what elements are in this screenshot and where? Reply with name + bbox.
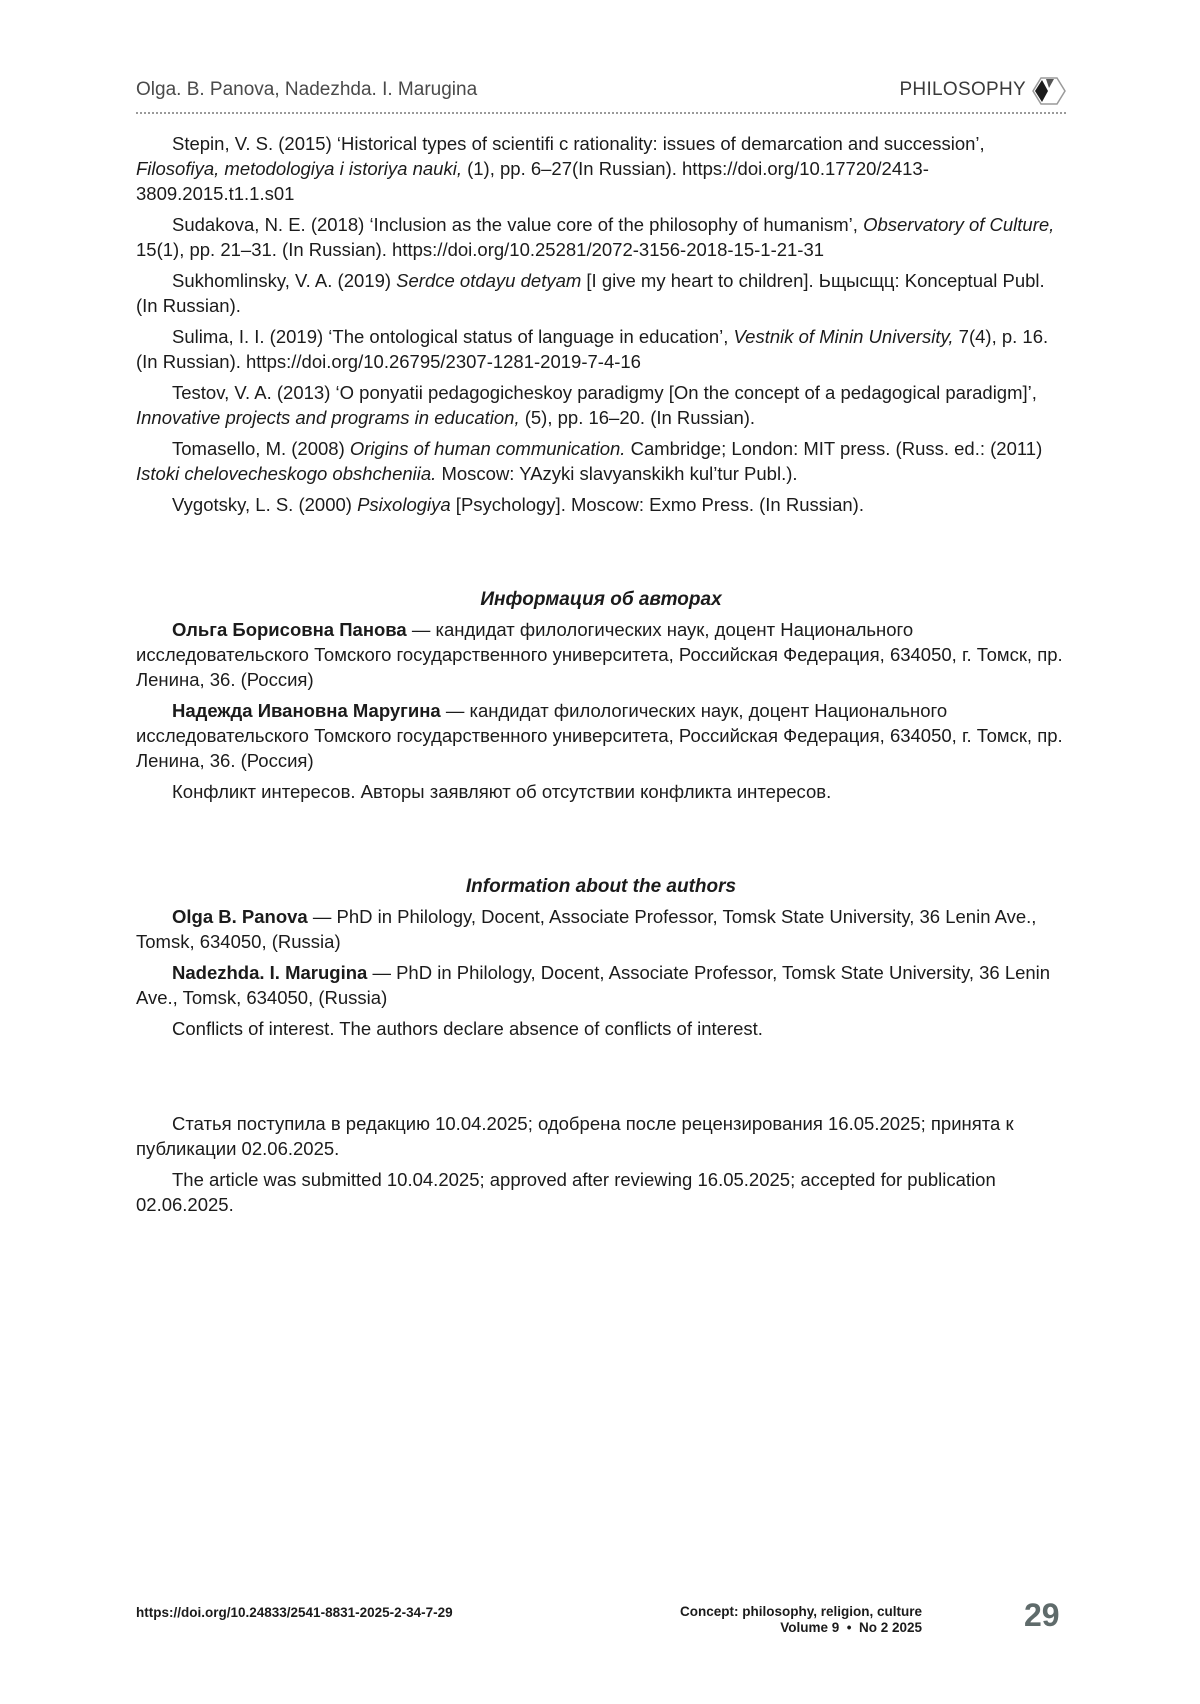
ru-author-1: Ольга Борисовна Панова — кандидат филологических наук, доцент Национального исследовательского Томского государственного университета, Российская Федерация, 634050, г. Томск, пр. Ленина, 36. (Россия) <box>136 619 1063 690</box>
main-content <box>136 131 1066 1223</box>
header-authors: Olga. B. Panova, Nadezhda. I. Marugina <box>136 79 478 100</box>
page-number: 29 <box>1024 1597 1060 1633</box>
reference-entry: Tomasello, M. (2008) Origins of human communication. Cambridge; London: MIT press. (Russ. ed.: (2011) Istoki chelovecheskogo obshcheniia. Moscow: YAzyki slavyanskikh kul’tur Publ.). <box>136 438 1043 484</box>
dates-en: The article was submitted 10.04.2025; approved after reviewing 16.05.2025; accepted for publication 02.06.2025. <box>136 1169 996 1215</box>
hexagon-logo-icon <box>1032 76 1066 106</box>
footer-journal <box>620 1604 922 1636</box>
en-author-info <box>136 874 1066 1041</box>
reference-entry: Sudakova, N. E. (2018) ‘Inclusion as the value core of the philosophy of humanism’, Observatory of Culture, 15(1), pp. 21–31. (In Russian). https://doi.org/10.25281/2072-3156-2018-15-1-21-31 <box>136 214 1055 260</box>
reference-entry: Sukhomlinsky, V. A. (2019) Serdce otdayu detyam [I give my heart to children]. Ьщысщц: Konceptual Publ. (In Russian). <box>136 270 1045 316</box>
reference-entry: Testov, V. A. (2013) ‘O ponyatii pedagogicheskoy paradigmy [On the concept of a pedagogical paradigm]’, Innovative projects and programs in education, (5), pp. 16–20. (In Russian). <box>136 382 1037 428</box>
article-dates <box>136 1111 1066 1217</box>
en-author-1: Olga B. Panova — PhD in Philology, Docent, Associate Professor, Tomsk State University, 36 Lenin Ave., Tomsk, 634050, (Russia) <box>136 906 1037 952</box>
ru-author-info <box>136 587 1066 804</box>
footer-journal-name: Concept: philosophy, religion, culture <box>679 1604 922 1619</box>
reference-entry: Stepin, V. S. (2015) ‘Historical types of scientifi c rationality: issues of demarcation and succession’, Filosofiya, metodologiya i istoriya nauki, (1), pp. 6–27(In Russian). https://doi.org/10.17720/2413-3809.2015.t1.1.s01 <box>136 133 985 204</box>
header-section: PHILOSOPHY <box>899 79 1026 100</box>
footer-doi-link[interactable]: https://doi.org/10.24833/2541-8831-2025-2-34-7-29 <box>136 1605 453 1620</box>
ru-info-title: Информация об авторах <box>480 589 722 610</box>
en-conflict: Conflicts of interest. The authors declare absence of conflicts of interest. <box>172 1018 763 1039</box>
running-header <box>136 76 1066 114</box>
ru-conflict: Конфликт интересов. Авторы заявляют об отсутствии конфликта интересов. <box>172 781 832 802</box>
en-info-title: Information about the authors <box>465 876 737 897</box>
reference-entry: Sulima, I. I. (2019) ‘The ontological status of language in education’, Vestnik of Minin University, 7(4), p. 16. (In Russian). https://doi.org/10.26795/2307-1281-2019-7-4-16 <box>136 326 1049 372</box>
dates-ru: Статья поступила в редакцию 10.04.2025; одобрена после рецензирования 16.05.2025; принята к публикации 02.06.2025. <box>136 1113 1014 1159</box>
ru-author-2: Надежда Ивановна Маругина — кандидат филологических наук, доцент Национального исследовательского Томского государственного университета, Российская Федерация, 634050, г. Томск, пр. Ленина, 36. (Россия) <box>136 700 1063 771</box>
reference-list <box>136 131 1066 517</box>
reference-entry: Vygotsky, L. S. (2000) Psixologiya [Psychology]. Moscow: Exmo Press. (In Russian). <box>172 494 864 515</box>
en-author-2: Nadezhda. I. Marugina — PhD in Philology, Docent, Associate Professor, Tomsk State University, 36 Lenin Ave., Tomsk, 634050, (Russia) <box>136 962 1051 1008</box>
footer-volume: Volume 9 • No 2 2025 <box>780 1620 922 1635</box>
